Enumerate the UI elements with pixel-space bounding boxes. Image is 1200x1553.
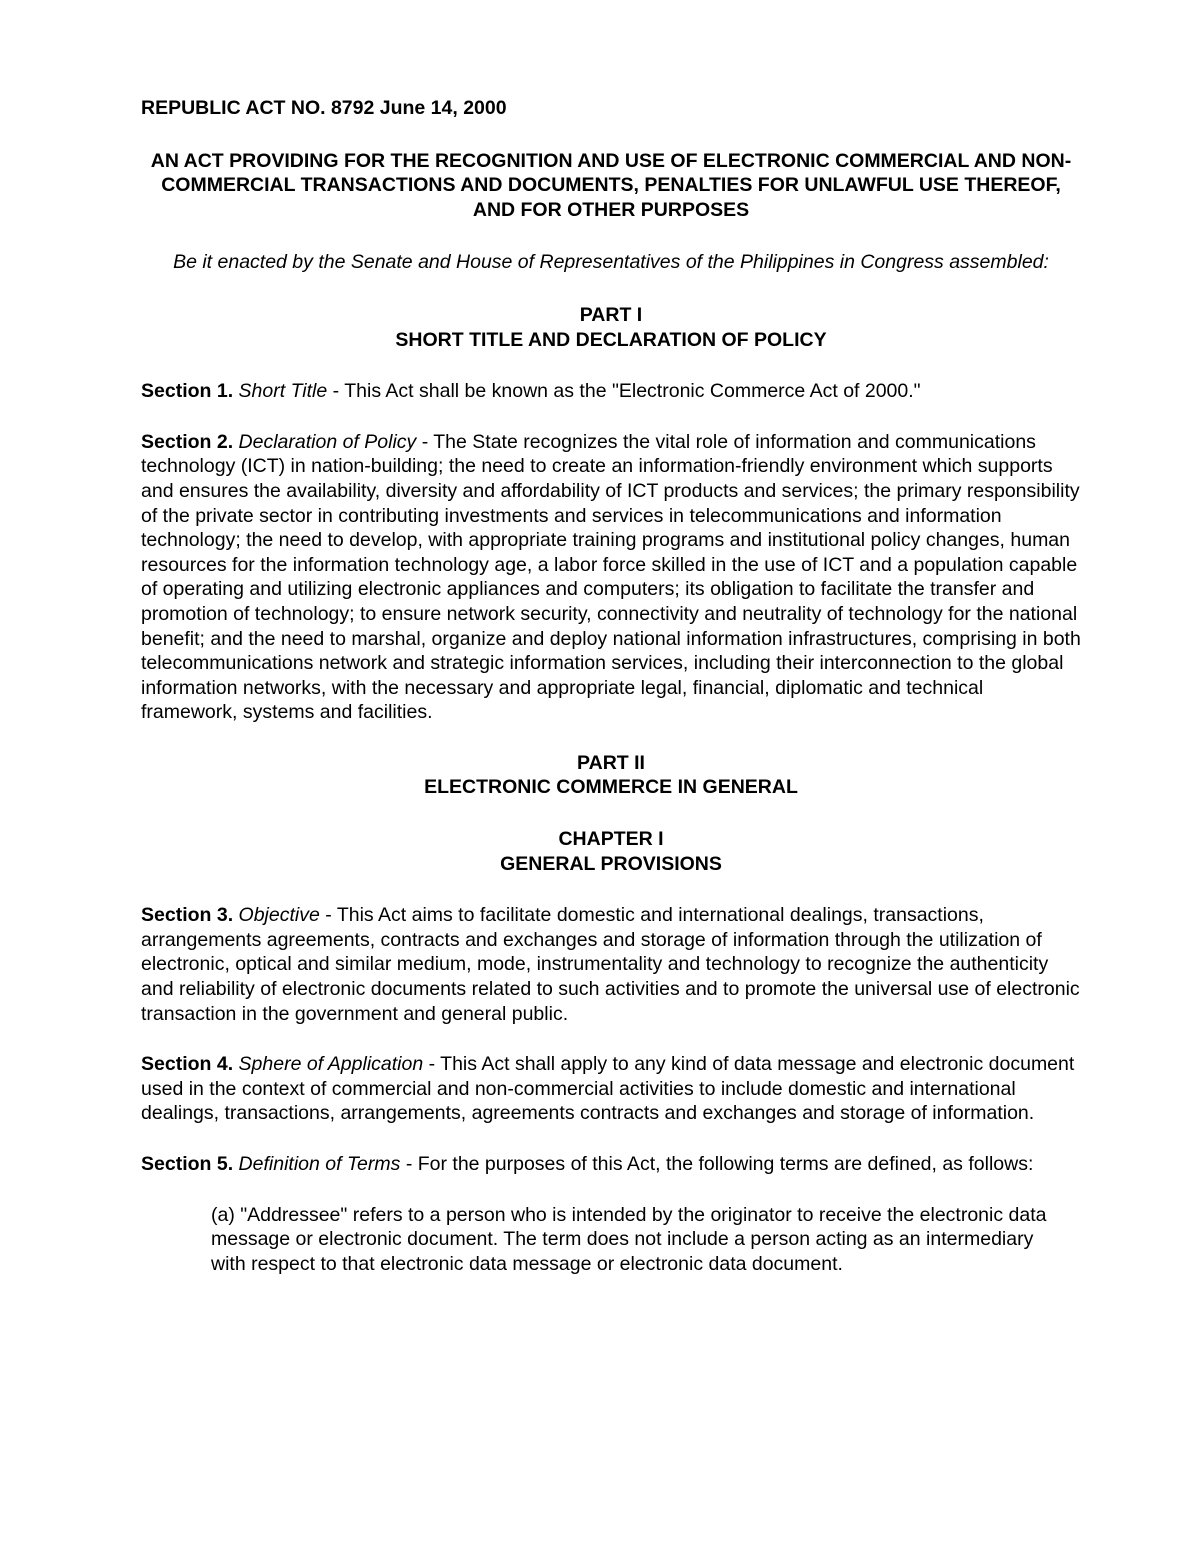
section-1-text: - This Act shall be known as the "Electronic Commerce Act of 2000." — [327, 380, 921, 403]
section-2 — [141, 430, 1081, 725]
act-number: REPUBLIC ACT NO. 8792 June 14, 2000 — [141, 97, 507, 119]
section-5-title: Definition of Terms — [238, 1153, 401, 1175]
section-1 — [141, 379, 1081, 404]
section-1-title: Short Title — [238, 380, 328, 403]
section-4-label: Section 4. — [141, 1053, 234, 1076]
part-2-title: ELECTRONIC COMMERCE IN GENERAL — [424, 776, 798, 799]
part-2-heading — [141, 751, 1081, 800]
document-page — [141, 96, 1081, 1276]
section-2-title: Declaration of Policy — [238, 430, 417, 453]
section-3-text: - This Act aims to facilitate domestic and international dealings, transactions, arrangements agreements, contracts and exchanges and storage of information through the utilization of electronic, optical and similar medium, mode, instrumentality and technology to recognize the authenticity and reliability of electronic documents related to such activities and to promote the universal use of electronic transaction in the government and general public. — [141, 904, 1080, 1025]
part-2-label: PART II — [577, 751, 645, 774]
section-2-text: - The State recognizes the vital role of information and communications technology (ICT) in nation-building; the need to create an information-friendly environment which supports and ensures the availability, diversity and affordability of ICT products and services; the primary responsibility of the private sector in contributing investments and services in telecommunications and information technology; the need to develop, with appropriate training programs and institutional policy changes, human resources for the information technology age, a labor force skilled in the use of ICT and a population capable of operating and utilizing electronic appliances and computers; its obligation to facilitate the transfer and promotion of technology; to ensure network security, connectivity and neutrality of technology for the national benefit; and the need to marshal, organize and deploy national information infrastructures, comprising in both telecommunications network and strategic information services, including their interconnection to the global information networks, with the necessary and appropriate legal, financial, diplomatic and technical framework, systems and facilities. — [141, 430, 1081, 724]
section-5 — [141, 1152, 1081, 1177]
section-5-text: - For the purposes of this Act, the following terms are defined, as follows: — [400, 1153, 1034, 1175]
section-3-label: Section 3. — [141, 904, 234, 927]
definition-a: (a) "Addressee" refers to a person who is intended by the originator to receive the electronic data message or electronic document. The term does not include a person acting as an intermediary with respect to that electronic data message or electronic data document. — [211, 1203, 1047, 1275]
section-3-title: Objective — [238, 904, 320, 927]
chapter-1-heading — [141, 827, 1081, 876]
part-1-heading — [141, 303, 1081, 352]
part-1-label: PART I — [579, 303, 643, 326]
section-2-label: Section 2. — [141, 430, 234, 453]
act-title: AN ACT PROVIDING FOR THE RECOGNITION AND USE OF ELECTRONIC COMMERCIAL AND NON-COMMERCIAL TRANSACTIONS AND DOCUMENTS, PENALTIES FOR UNLAWFUL USE THEREOF, AND FOR OTHER PURPOSES — [150, 149, 1072, 221]
chapter-1-label: CHAPTER I — [558, 828, 664, 851]
section-1-label: Section 1. — [141, 380, 234, 403]
section-4 — [141, 1052, 1081, 1126]
section-4-text: - This Act shall apply to any kind of data message and electronic document used in the context of commercial and non-commercial activities to include domestic and international dealings, transactions, arrangements, agreements contracts and exchanges and storage of information. — [141, 1053, 1075, 1125]
part-1-title: SHORT TITLE AND DECLARATION OF POLICY — [395, 328, 827, 351]
chapter-1-title: GENERAL PROVISIONS — [500, 852, 722, 875]
section-5-label: Section 5. — [141, 1153, 234, 1175]
enacting-clause: Be it enacted by the Senate and House of Representatives of the Philippines in Congress assembled: — [173, 251, 1049, 274]
section-3 — [141, 903, 1081, 1026]
section-4-title: Sphere of Application — [238, 1053, 424, 1076]
